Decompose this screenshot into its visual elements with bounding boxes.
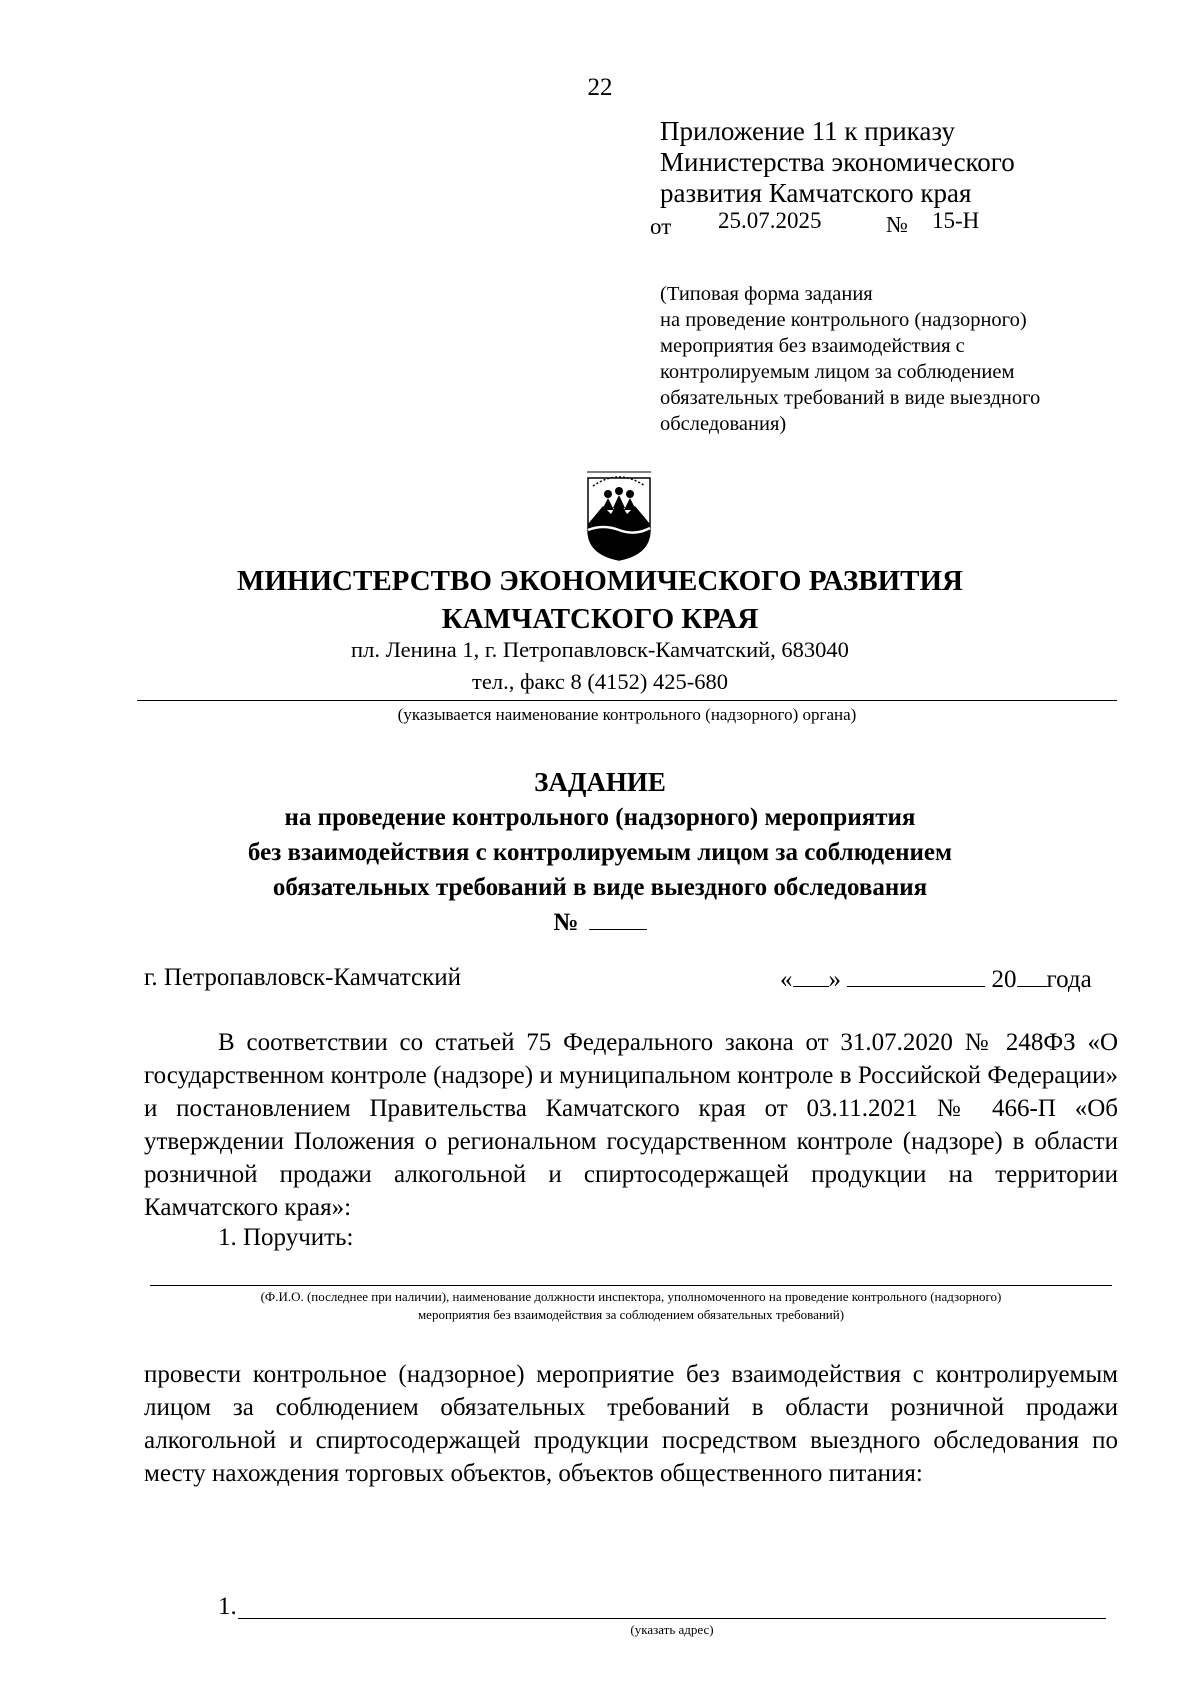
- date-placeholder: [780, 964, 1092, 994]
- task-paragraph: провести контрольное (надзорное) мероприятие без взаимодействия с контролируемым лицом за соблюдением обязательных требований в области розничной продажи алкогольной и спиртосодержащей продукции посредством выездного обследования по месту нахождения торговых объектов, объектов общественного питания:: [144, 1361, 1118, 1487]
- appendix-line: Министерства экономического: [660, 147, 1015, 177]
- typical-form-line: (Типовая форма задания: [660, 283, 873, 305]
- title-number-label: №: [553, 909, 579, 936]
- order-reference: [650, 210, 1010, 242]
- year-prefix: 20: [991, 966, 1017, 993]
- title-line: обязательных требований в виде выездного обследования: [272, 874, 928, 901]
- item-instruct: 1. Поручить:: [218, 1224, 354, 1251]
- quote-open: «: [780, 966, 793, 993]
- inspector-caption: [150, 1288, 1112, 1324]
- inspector-line: [150, 1285, 1112, 1286]
- typical-form-line: мероприятия без взаимодействия с: [660, 335, 965, 357]
- title-line: на проведение контрольного (надзорного) мероприятия: [284, 804, 916, 831]
- document-city: г. Петропавловск-Камчатский: [144, 964, 461, 991]
- month-blank: [847, 964, 985, 987]
- title-line: без взаимодействия с контролируемым лицом за соблюдением: [247, 839, 953, 866]
- typical-form-line: контролируемым лицом за соблюдением: [660, 361, 1015, 383]
- order-date: 25.07.2025: [718, 208, 822, 233]
- page-number: 22: [587, 74, 613, 101]
- basis-paragraph: В соответствии со статьей 75 Федерального закона от 31.07.2020 № 248ФЗ «О государственном контроле (надзоре) и муниципальном контроле в Российской Федерации» и постановлением Правительства Камчатского края от 03.11.2021 № 466-П «Об утверждении Положения о региональном государственном контроле (надзоре) в области розничной продажи алкогольной и спиртосодержащей продукции на территории Камчатского края»:: [144, 1029, 1118, 1221]
- address-caption: (указать адрес): [630, 1622, 714, 1637]
- quote-close: »: [828, 966, 841, 993]
- order-from-label: от: [650, 214, 672, 239]
- inspector-caption-line: мероприятия без взаимодействия за соблюдением обязательных требований): [417, 1307, 845, 1322]
- ministry-contacts: [0, 634, 1200, 698]
- divider-line: [137, 700, 1117, 701]
- address-line: [238, 1618, 1106, 1619]
- inspector-caption-line: (Ф.И.О. (последнее при наличии), наименование должности инспектора, уполномоченного на проведение контрольного (надзорного): [260, 1289, 1002, 1304]
- authority-caption: (указывается наименование контрольного (надзорного) органа): [397, 705, 857, 724]
- year-suffix: года: [1046, 966, 1092, 993]
- document-title: [0, 765, 1200, 940]
- kamchatka-emblem-icon: [583, 470, 655, 562]
- ministry-name-line: КАМЧАТСКОГО КРАЯ: [441, 603, 759, 635]
- ministry-name: [0, 562, 1200, 638]
- number-blank: [589, 907, 647, 930]
- typical-form-line: обязательных требований в виде выездного: [660, 387, 1041, 409]
- order-number: 15-Н: [932, 208, 980, 233]
- address-item-number: 1.: [218, 1593, 237, 1620]
- year-blank: [1017, 964, 1047, 987]
- appendix-header: [660, 116, 1015, 209]
- order-number-label: №: [886, 212, 908, 237]
- title-heading: ЗАДАНИЕ: [534, 767, 666, 797]
- title-number: [0, 905, 1200, 940]
- typical-form-line: на проведение контрольного (надзорного): [660, 309, 1027, 331]
- appendix-line: Приложение 11 к приказу: [660, 116, 955, 146]
- ministry-address: пл. Ленина 1, г. Петропавловск-Камчатский, 683040: [351, 637, 849, 662]
- day-blank: [793, 964, 829, 987]
- typical-form-line: обследования): [660, 413, 787, 435]
- typical-form-note: [660, 281, 1040, 437]
- ministry-phone: тел., факс 8 (4152) 425-680: [472, 669, 728, 694]
- appendix-line: развития Камчатского края: [660, 178, 972, 208]
- ministry-name-line: МИНИСТЕРСТВО ЭКОНОМИЧЕСКОГО РАЗВИТИЯ: [237, 565, 963, 597]
